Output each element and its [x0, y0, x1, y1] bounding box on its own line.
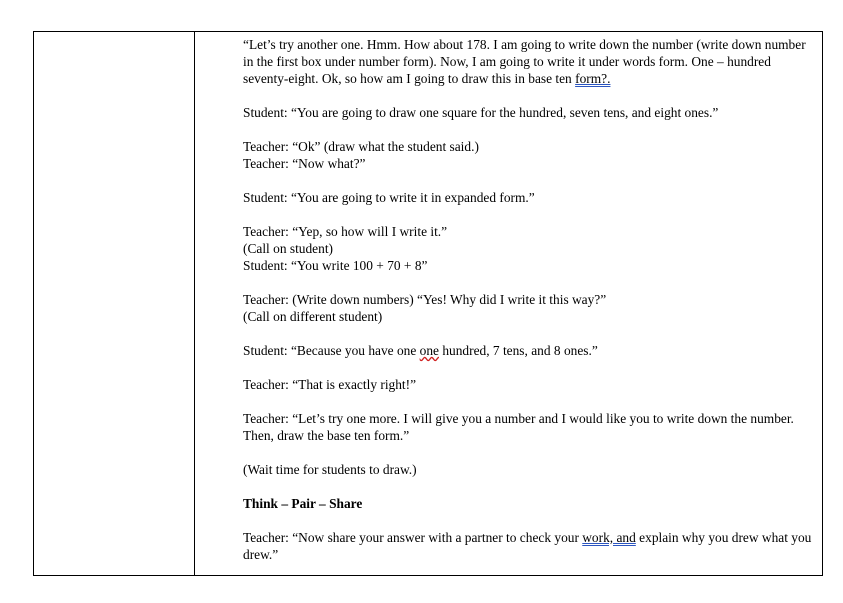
student-expanded-line: Student: “You write 100 + 70 + 8”	[243, 258, 428, 273]
paragraph-teacher-one-more: Teacher: “Let’s try one more. I will give you a number and I would like you to write down the number. Then, draw the base ten form.”	[243, 411, 794, 443]
teacher-yep-line: Teacher: “Yep, so how will I write it.”	[243, 224, 448, 239]
teacher-why-line: Teacher: (Write down numbers) “Yes! Why did I write it this way?”	[243, 292, 607, 307]
spelling-flag-one: one	[419, 343, 439, 358]
grammar-flag-form: form?.	[575, 71, 611, 86]
call-on-different-line: (Call on different student)	[243, 309, 383, 324]
paragraph-student-2: Student: “You are going to write it in expanded form.”	[243, 190, 535, 205]
teacher-ok-line: Teacher: “Ok” (draw what the student said.)	[243, 139, 479, 154]
lesson-script-cell	[243, 36, 813, 580]
student-because-rest: hundred, 7 tens, and 8 ones.”	[438, 343, 598, 358]
paragraph-teacher-share	[243, 529, 813, 563]
intro-text: “Let’s try another one. Hmm. How about 178. I am going to write down the number (write down number in the first box under number form). Now, I am going to write it under words form. One – hundred seventy-eight. Ok, so how am I going to draw this in base ten	[243, 37, 806, 86]
teacher-share-rest: explain why you drew what you drew.”	[243, 530, 812, 562]
paragraph-wait-time: (Wait time for students to draw.)	[243, 462, 417, 477]
think-pair-share-heading: Think – Pair – Share	[243, 496, 363, 511]
paragraph-teacher-ok	[243, 138, 813, 172]
paragraph-teacher-yep	[243, 223, 813, 274]
call-on-student-line: (Call on student)	[243, 241, 334, 256]
paragraph-student-1: Student: “You are going to draw one square for the hundred, seven tens, and eight ones.”	[243, 105, 719, 120]
paragraph-intro	[243, 36, 813, 87]
paragraph-teacher-why	[243, 291, 813, 325]
grammar-flag-work: work, and	[582, 530, 636, 545]
student-because-text: Student: “Because you have one	[243, 343, 420, 358]
teacher-share-text: Teacher: “Now share your answer with a partner to check your	[243, 530, 583, 545]
teacher-now-what-line: Teacher: “Now what?”	[243, 156, 366, 171]
table-column-divider	[194, 31, 195, 576]
paragraph-student-3	[243, 342, 813, 359]
paragraph-teacher-right: Teacher: “That is exactly right!”	[243, 377, 417, 392]
